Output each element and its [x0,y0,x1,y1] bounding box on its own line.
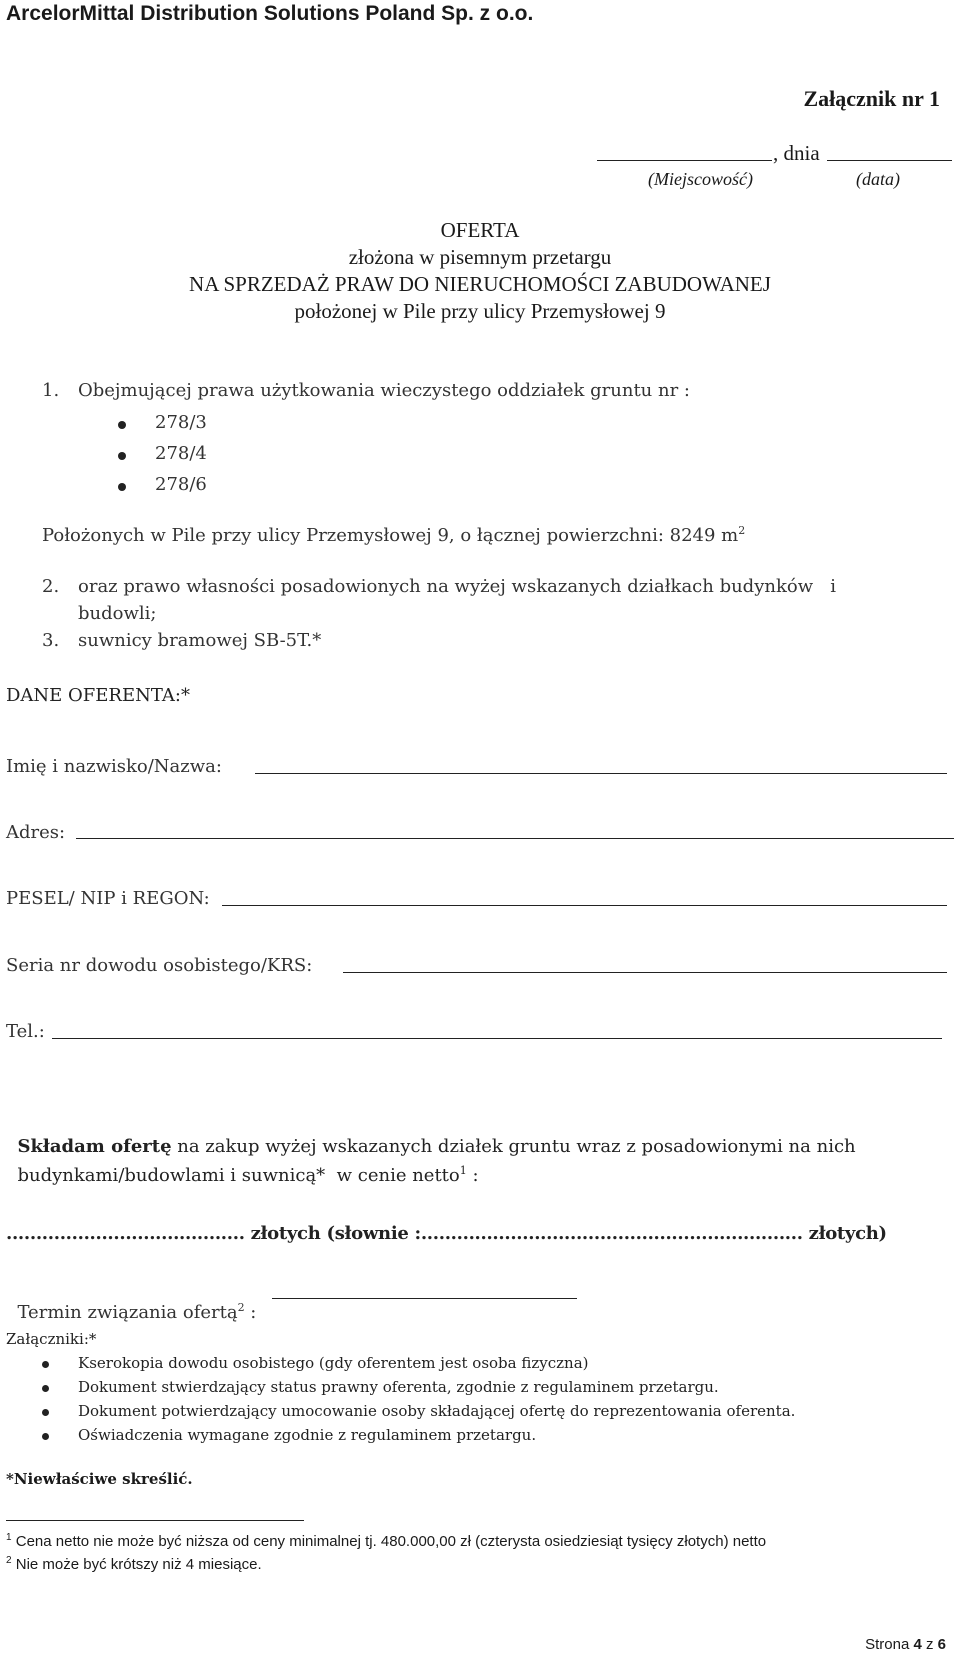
footnote-2-mark: 2 [6,1555,12,1566]
attachment-item: Dokument potwierdzający umocowanie osoby składającej ofertę do reprezentowania oferenta. [78,1402,796,1420]
footnote-1-mark: 1 [6,1532,12,1543]
item3-number: 3. [42,630,60,651]
item2-text-1: oraz prawo własności posadowionych na wyżej wskazanych działkach budynków i [78,576,837,597]
plot-item: 278/3 [155,412,207,433]
phone-field[interactable] [52,1038,942,1039]
location-sup: 2 [738,524,746,537]
offer-statement-rest: na zakup wyżej wskazanych działek gruntu wraz z posadowionymi na nich [171,1136,856,1157]
attachment-bullet-icon [42,1385,49,1392]
page-label: Strona [865,1636,914,1653]
offer-title-3: NA SPRZEDAŻ PRAW DO NIERUCHOMOŚCI ZABUDOWANEJ [189,272,771,296]
item2-number: 2. [42,576,60,597]
offer-statement-end: : [466,1165,479,1186]
attachment-item: Kserokopia dowodu osobistego (gdy oferentem jest osoba fizyczna) [78,1354,589,1372]
plot-item: 278/6 [155,474,207,495]
date-separator: , dnia [773,141,820,165]
plot-bullet-icon [118,452,126,460]
page-current: 4 [913,1636,922,1653]
id-label: Seria nr dowodu osobistego/KRS: [6,955,313,976]
company-header: ArcelorMittal Distribution Solutions Poland Sp. z o.o. [6,2,534,25]
pesel-label: PESEL/ NIP i REGON: [6,888,210,909]
binding-sup: 2 [237,1301,245,1314]
offer-statement-line2: budynkami/budowlami i suwnicą* w cenie netto [17,1165,460,1186]
address-label: Adres: [6,822,66,843]
pesel-field[interactable] [222,905,947,906]
attachments-heading: Załączniki:* [6,1330,97,1348]
phone-label: Tel.: [6,1021,45,1042]
date-label: (data) [856,169,900,189]
binding-label: Termin związania ofertą [17,1302,238,1323]
name-label: Imię i nazwisko/Nazwa: [6,756,222,777]
plot-bullet-icon [118,483,126,491]
offer-title-2: złożona w pisemnym przetargu [348,245,612,269]
footnote-1-text: Cena netto nie może być niższa od ceny minimalnej tj. 480.000,00 zł (czterysta osiedziesiąt tysięcy złotych) netto [11,1533,767,1550]
annex-title: Załącznik nr 1 [803,86,940,111]
strike-note: *Niewłaściwe skreślić. [6,1470,193,1488]
attachment-bullet-icon [42,1409,49,1416]
attachment-bullet-icon [42,1433,49,1440]
binding-end: : [244,1302,257,1323]
location-text [42,524,745,546]
footnote-1 [6,1532,766,1550]
page-number [857,1619,946,1653]
page-total: 6 [937,1636,946,1653]
binding-term [6,1280,256,1323]
attachment-bullet-icon [42,1361,49,1368]
item1-number: 1. [42,380,60,401]
location-main: Położonych w Pile przy ulicy Przemysłowej 9, o łącznej powierzchni: 8249 m [42,525,739,546]
offer-statement-sup: 1 [459,1164,467,1177]
offer-title-4: położonej w Pile przy ulicy Przemysłowej 9 [294,299,666,323]
name-field[interactable] [255,773,947,774]
address-field[interactable] [76,838,954,839]
footnote-2 [6,1555,262,1573]
item1-text: Obejmującej prawa użytkowania wieczystego oddziałek gruntu nr : [78,380,690,401]
binding-field[interactable] [272,1298,577,1299]
bidder-heading: DANE OFERENTA:* [6,685,190,706]
date-line[interactable] [827,160,952,161]
plot-bullet-icon [118,421,126,429]
offer-statement-2 [6,1143,479,1186]
attachment-item: Dokument stwierdzający status prawny oferenta, zgodnie z regulaminem przetargu. [78,1378,719,1396]
place-line[interactable] [597,160,772,161]
footnote-2-text: Nie może być krótszy niż 4 miesiące. [11,1556,262,1573]
item2-text-2: budowli; [78,603,157,624]
attachment-item: Oświadczenia wymagane zgodnie z regulaminem przetargu. [78,1426,537,1444]
item3-text: suwnicy bramowej SB-5T.* [78,630,322,651]
offer-statement-bold: Składam ofertę [17,1136,172,1157]
id-field[interactable] [343,972,947,973]
footnote-separator [6,1520,304,1521]
price-line[interactable]: ........................................ złotych (słownie :................................................................ złotych) [6,1223,887,1244]
page-sep: z [921,1636,938,1653]
plot-item: 278/4 [155,443,207,464]
place-label: (Miejscowość) [648,169,753,189]
offer-title-1: OFERTA [440,218,520,242]
